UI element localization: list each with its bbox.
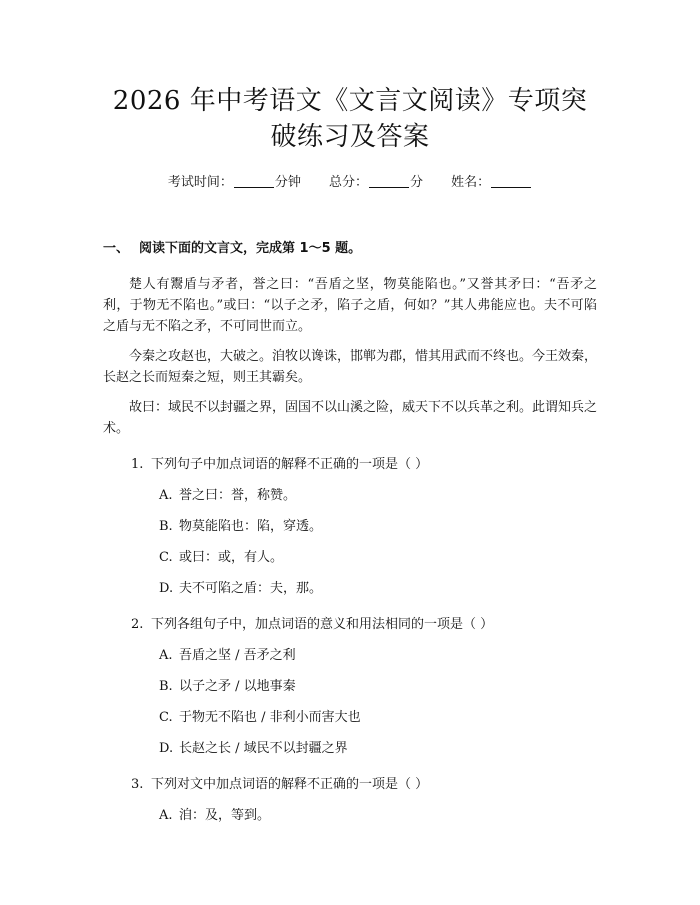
- exam-info-line: [103, 173, 597, 193]
- question-1-option-d: [103, 578, 597, 599]
- question-2-option-b: [103, 676, 597, 697]
- section-heading: [103, 239, 597, 259]
- option-text: 以子之矛 / 以地事秦: [179, 679, 296, 694]
- total-score-blank: [369, 173, 409, 188]
- question-1-option-b: [103, 516, 597, 537]
- option-text: 于物无不陷也 / 非利小而害大也: [179, 710, 361, 725]
- section-number: 一、: [103, 241, 130, 256]
- exam-time-blank: [234, 173, 274, 188]
- question-2-option-a: [103, 645, 597, 666]
- option-text: 或曰：或，有人。: [179, 550, 284, 565]
- question-1-option-a: [103, 485, 597, 506]
- option-text: 誉之曰：誉，称赞。: [179, 488, 297, 503]
- question-1-option-c: [103, 547, 597, 568]
- option-letter: D.: [159, 741, 174, 756]
- option-letter: D.: [159, 581, 174, 596]
- question-number: 3.: [131, 777, 144, 792]
- question-3: [103, 774, 597, 795]
- total-score-field: [329, 173, 423, 193]
- student-name-field: [451, 173, 532, 193]
- question-3-option-a: [103, 805, 597, 826]
- option-text: 洎：及，等到。: [179, 808, 271, 823]
- option-letter: A.: [159, 808, 173, 823]
- passage-paragraph: 今秦之攻赵也，大破之。洎牧以谗诛，邯郸为郡，惜其用武而不终也。今王效秦，长赵之长而短秦之短，则王其霸矣。: [103, 349, 598, 385]
- student-name-label: 姓名：: [451, 175, 491, 190]
- question-stem: 下列对文中加点词语的解释不正确的一项是（ ）: [151, 777, 429, 792]
- question-stem: 下列句子中加点词语的解释不正确的一项是（ ）: [151, 457, 429, 472]
- total-score-label: 总分：: [328, 175, 368, 190]
- student-name-blank: [491, 173, 531, 188]
- option-letter: B.: [159, 679, 173, 694]
- exam-time-field: [168, 173, 301, 193]
- option-letter: C.: [159, 550, 173, 565]
- passage-paragraph: 楚人有鬻盾与矛者，誉之曰：“吾盾之坚，物莫能陷也。”又誉其矛曰：“吾矛之利，于物无不陷也。”或曰：“以子之矛，陷子之盾，何如？”其人弗能应也。夫不可陷之盾与无不陷之矛，不可同世而立。: [103, 277, 597, 334]
- question-number: 2.: [131, 617, 144, 632]
- option-letter: C.: [159, 710, 173, 725]
- total-score-unit: 分: [410, 175, 424, 190]
- document-title: 2026 年中考语文《文言文阅读》专项突破练习及答案: [112, 86, 588, 152]
- section-instruction: 阅读下面的文言文，完成第 1～5 题。: [139, 241, 362, 256]
- question-number: 1.: [131, 457, 144, 472]
- option-text: 物莫能陷也：陷，穿透。: [179, 519, 323, 534]
- exam-time-unit: 分钟: [274, 175, 301, 190]
- exam-time-label: 考试时间：: [167, 175, 233, 190]
- option-letter: A.: [159, 488, 173, 503]
- option-letter: B.: [159, 519, 173, 534]
- option-letter: A.: [159, 648, 173, 663]
- question-1: [103, 454, 597, 475]
- question-2-option-d: [103, 738, 597, 759]
- question-2-option-c: [103, 707, 597, 728]
- question-2: [103, 614, 597, 635]
- option-text: 吾盾之坚 / 吾矛之利: [179, 648, 296, 663]
- option-text: 夫不可陷之盾：夫，那。: [179, 581, 323, 596]
- option-text: 长赵之长 / 域民不以封疆之界: [179, 741, 348, 756]
- passage-paragraph: 故曰：域民不以封疆之界，固国不以山溪之险，威天下不以兵革之利。此谓知兵之术。: [103, 400, 598, 436]
- question-stem: 下列各组句子中，加点词语的意义和用法相同的一项是（ ）: [151, 617, 494, 632]
